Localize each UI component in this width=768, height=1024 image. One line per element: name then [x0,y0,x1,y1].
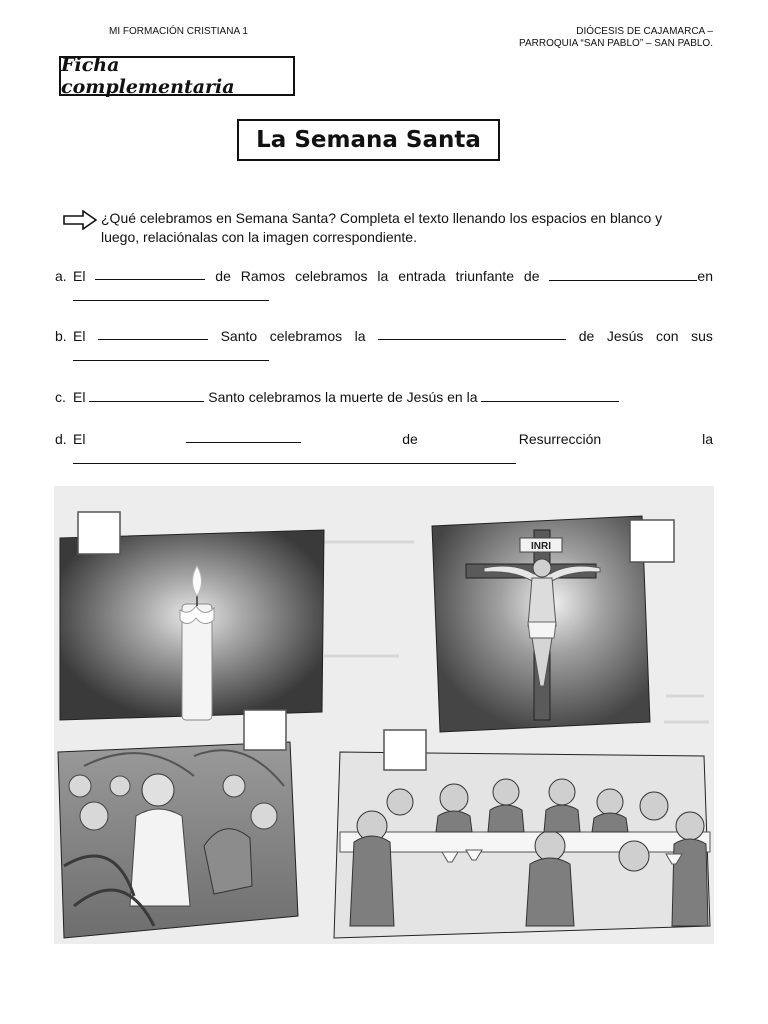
item-word: en [697,268,713,284]
item-word: triunfante [455,268,514,284]
answer-box-last-supper[interactable] [384,730,426,770]
illustration-panel [54,486,714,944]
right-arrow-icon [63,210,97,230]
inri-sign: INRI [531,541,551,552]
instructions-line-1: ¿Qué celebramos en Semana Santa? Completa el texto llenando los espacios en blanco y [101,210,663,226]
header-institution [519,26,713,50]
answer-box-candle[interactable] [78,512,120,554]
page-title: La Semana Santa [256,127,481,153]
item-word: El [73,431,86,447]
instructions [101,209,713,247]
answer-blank[interactable] [95,266,205,280]
answer-blank[interactable] [89,388,204,402]
item-word: celebramos [269,328,343,344]
item-word: Jesús [606,328,644,344]
candle-scene [60,530,324,720]
palm-sunday-scene [58,742,298,938]
item-word: de [402,431,418,447]
item-word: El [73,328,86,344]
ficha-label-box [59,56,295,96]
item-word: Ramos [240,268,286,284]
header-parish: PARROQUIA “SAN PABLO” – SAN PABLO. [519,38,713,49]
exercise-item-a [55,266,713,306]
item-letter: b. [55,328,67,344]
answer-blank[interactable] [73,450,516,464]
item-sentence: Santo celebramos la muerte de Jesús en la [208,389,478,405]
answer-box-palm-sunday[interactable] [244,710,286,750]
instructions-line-2: luego, relaciónalas con la imagen correspondiente. [101,229,417,245]
item-word: de [523,268,540,284]
item-letter: d. [55,431,67,447]
last-supper-scene [334,752,710,938]
page-title-box [237,119,500,161]
answer-blank[interactable] [549,267,697,281]
crucifixion-scene [432,516,650,732]
item-word: de [215,268,231,284]
header-course-title: MI FORMACIÓN CRISTIANA 1 [109,26,248,37]
item-word: de [578,328,595,344]
item-word: la [702,431,713,447]
item-letter: c. [55,389,66,405]
exercise-item-c [55,387,713,407]
header-diocese: DIÓCESIS DE CAJAMARCA – [576,26,713,37]
item-word: sus [691,328,713,344]
item-word: Resurrección [518,431,602,447]
ficha-label: Ficha complementaria [61,54,235,98]
answer-blank[interactable] [98,326,208,340]
item-word: El [73,389,86,405]
answer-blank[interactable] [73,347,269,361]
item-word: la [377,268,389,284]
item-word: El [73,268,86,284]
exercise-item-b [55,326,713,366]
item-word: la [354,328,366,344]
item-letter: a. [55,268,67,284]
item-word: con [655,328,679,344]
continuation-dot: . [627,480,631,494]
item-word: entrada [398,268,446,284]
item-word: Santo [220,328,258,344]
exercise-item-d [55,429,713,469]
answer-box-crucifixion[interactable] [630,520,674,562]
item-word: celebramos [295,268,368,284]
answer-blank[interactable] [481,388,619,402]
answer-blank[interactable] [186,429,301,443]
answer-blank[interactable] [378,326,566,340]
answer-blank[interactable] [73,287,269,301]
